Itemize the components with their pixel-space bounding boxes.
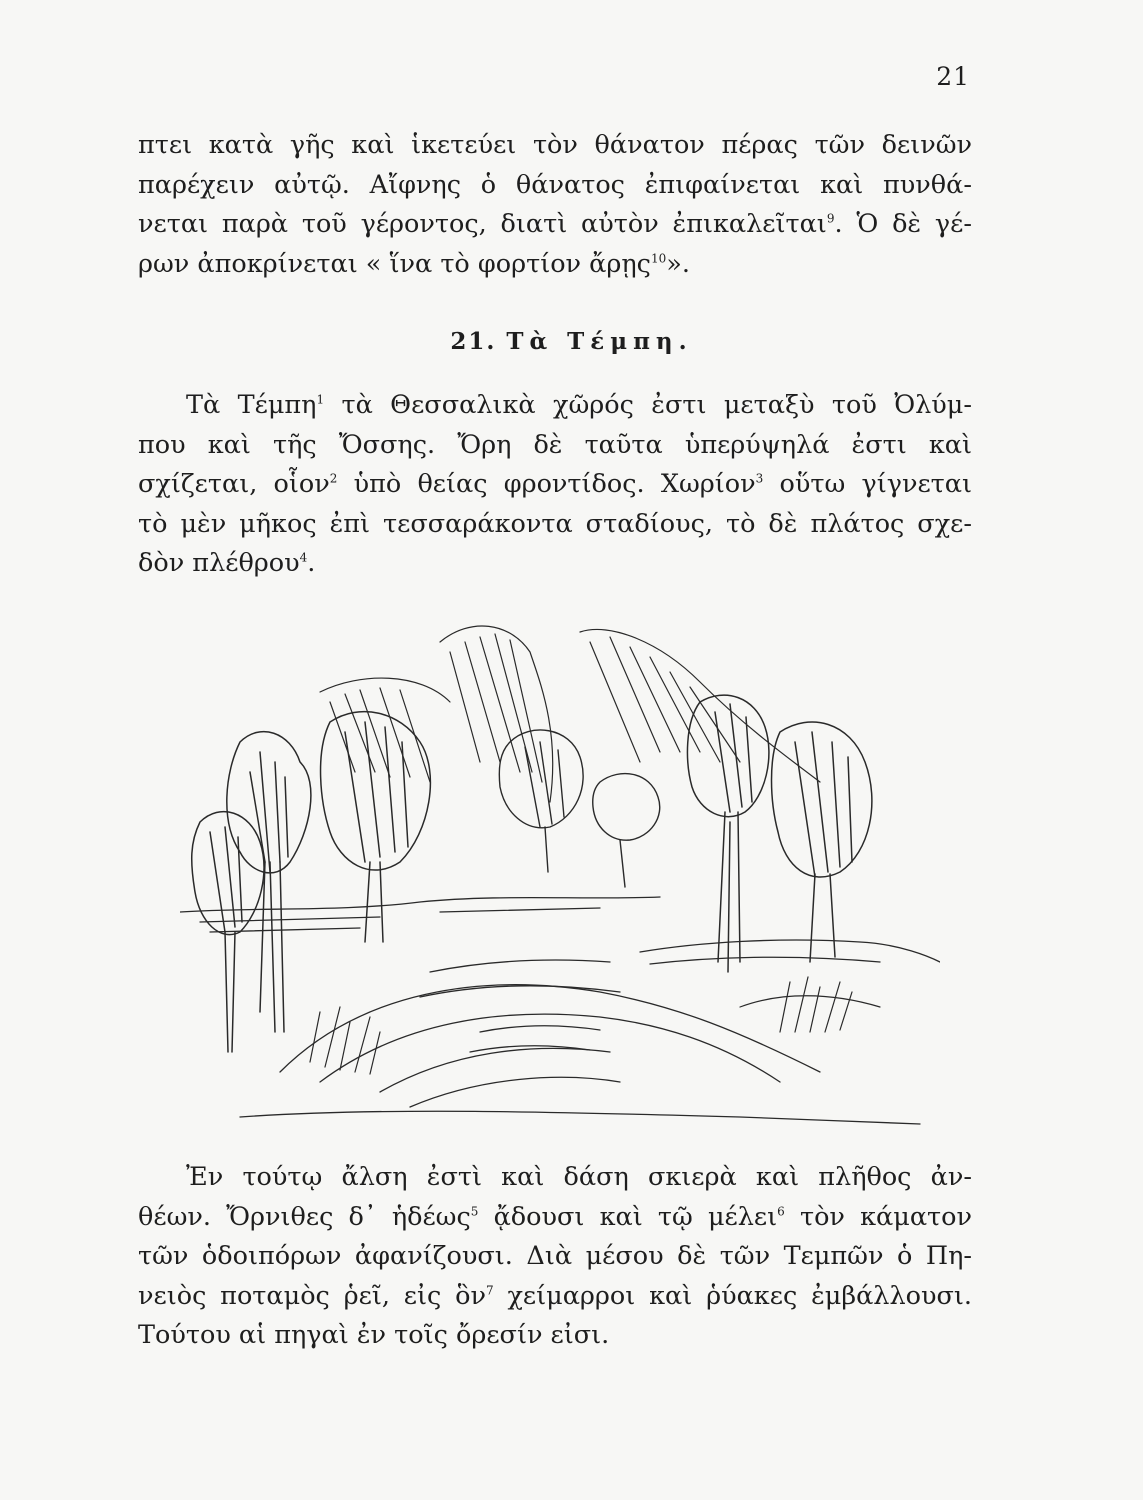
footnote-marker: 5 (470, 1204, 479, 1218)
footnote-marker: 7 (486, 1283, 494, 1297)
page-number: 21 (936, 62, 970, 91)
text-line: νεται παρὰ τοῦ γέροντος, διατὶ αὐτὸν ἐπικαλεῖται$^9$. Ὁ δὲ γέ- (138, 209, 972, 239)
text-line: Τὰ Τέμπη$^1$ τὰ Θεσσαλικὰ χῶρός ἐστι μεταξὺ τοῦ Ὀλύμ- (186, 390, 972, 420)
text-line: παρέχειν αὐτῷ. Αἴφνης ὁ θάνατος ἐπιφαίνεται καὶ πυνθά- (138, 169, 972, 200)
text-line: ρων ἀποκρίνεται « ἵνα τὸ φορτίον ἄρῃς$^{10}$». (138, 248, 690, 279)
text-line: θέων. Ὄρνιθες δ᾽ ἡδέως$^5$ ᾄδουσι καὶ τῷ μέλει$^6$ τὸν κάματον (138, 1201, 973, 1232)
section-heading (0, 328, 1143, 355)
cliff-hatching (320, 626, 820, 802)
top-paragraph (138, 126, 972, 284)
text-line: που καὶ τῆς Ὄσσης. Ὄρη δὲ ταῦτα ὑπερύψηλά ἐστι καὶ (138, 429, 972, 460)
text-line: τὸ μὲν μῆκος ἐπὶ τεσσαράκοντα σταδίους, τὸ δὲ πλάτος σχε- (138, 508, 972, 539)
text-line: νειὸς ποταμὸς ῥεῖ, εἰς ὃν$^7$ χείμαρροι καὶ ῥύακες ἐμβάλλουσι. (138, 1280, 972, 1311)
footnote-marker: 6 (777, 1204, 785, 1218)
text-line: Τούτου αἱ πηγαὶ ἐν τοῖς ὄρεσίν εἰσι. (138, 1320, 610, 1350)
paragraph-tempe-intro (138, 386, 972, 584)
left-tree-cluster (192, 712, 431, 1052)
tempe-valley-illustration (180, 612, 940, 1137)
text-line: πτει κατὰ γῆς καὶ ἱκετεύει τὸν θάνατον πέρας τῶν δεινῶν (138, 130, 972, 160)
text-line: σχίζεται, οἷον$^2$ ὑπὸ θείας φροντίδος. Χωρίον$^3$ οὕτω γίγνεται (138, 469, 972, 499)
text-line: Ἐν τούτῳ ἄλση ἐστὶ καὶ δάση σκιερὰ καὶ πλῆθος ἀν- (186, 1162, 972, 1192)
center-trees (499, 730, 659, 887)
footnote-marker: 1 (316, 392, 325, 407)
text-line: δὸν πλέθρου$^4$. (138, 548, 316, 578)
text-line: τῶν ὁδοιπόρων ἀφανίζουσι. Διὰ μέσου δὲ τῶν Τεμπῶν ὁ Πη- (138, 1241, 972, 1271)
right-tree-cluster (687, 695, 871, 972)
footnote-marker: 3 (755, 471, 764, 486)
footnote-marker: 4 (299, 550, 308, 565)
footnote-marker: 2 (329, 471, 338, 486)
footnote-marker: 10 (650, 251, 667, 265)
section-number: 21. (450, 328, 497, 355)
paragraph-tempe-river (138, 1158, 972, 1356)
footnote-marker: 9 (826, 211, 835, 226)
river (180, 897, 940, 1124)
section-title: Τὰ Τέμπη. (506, 328, 693, 355)
